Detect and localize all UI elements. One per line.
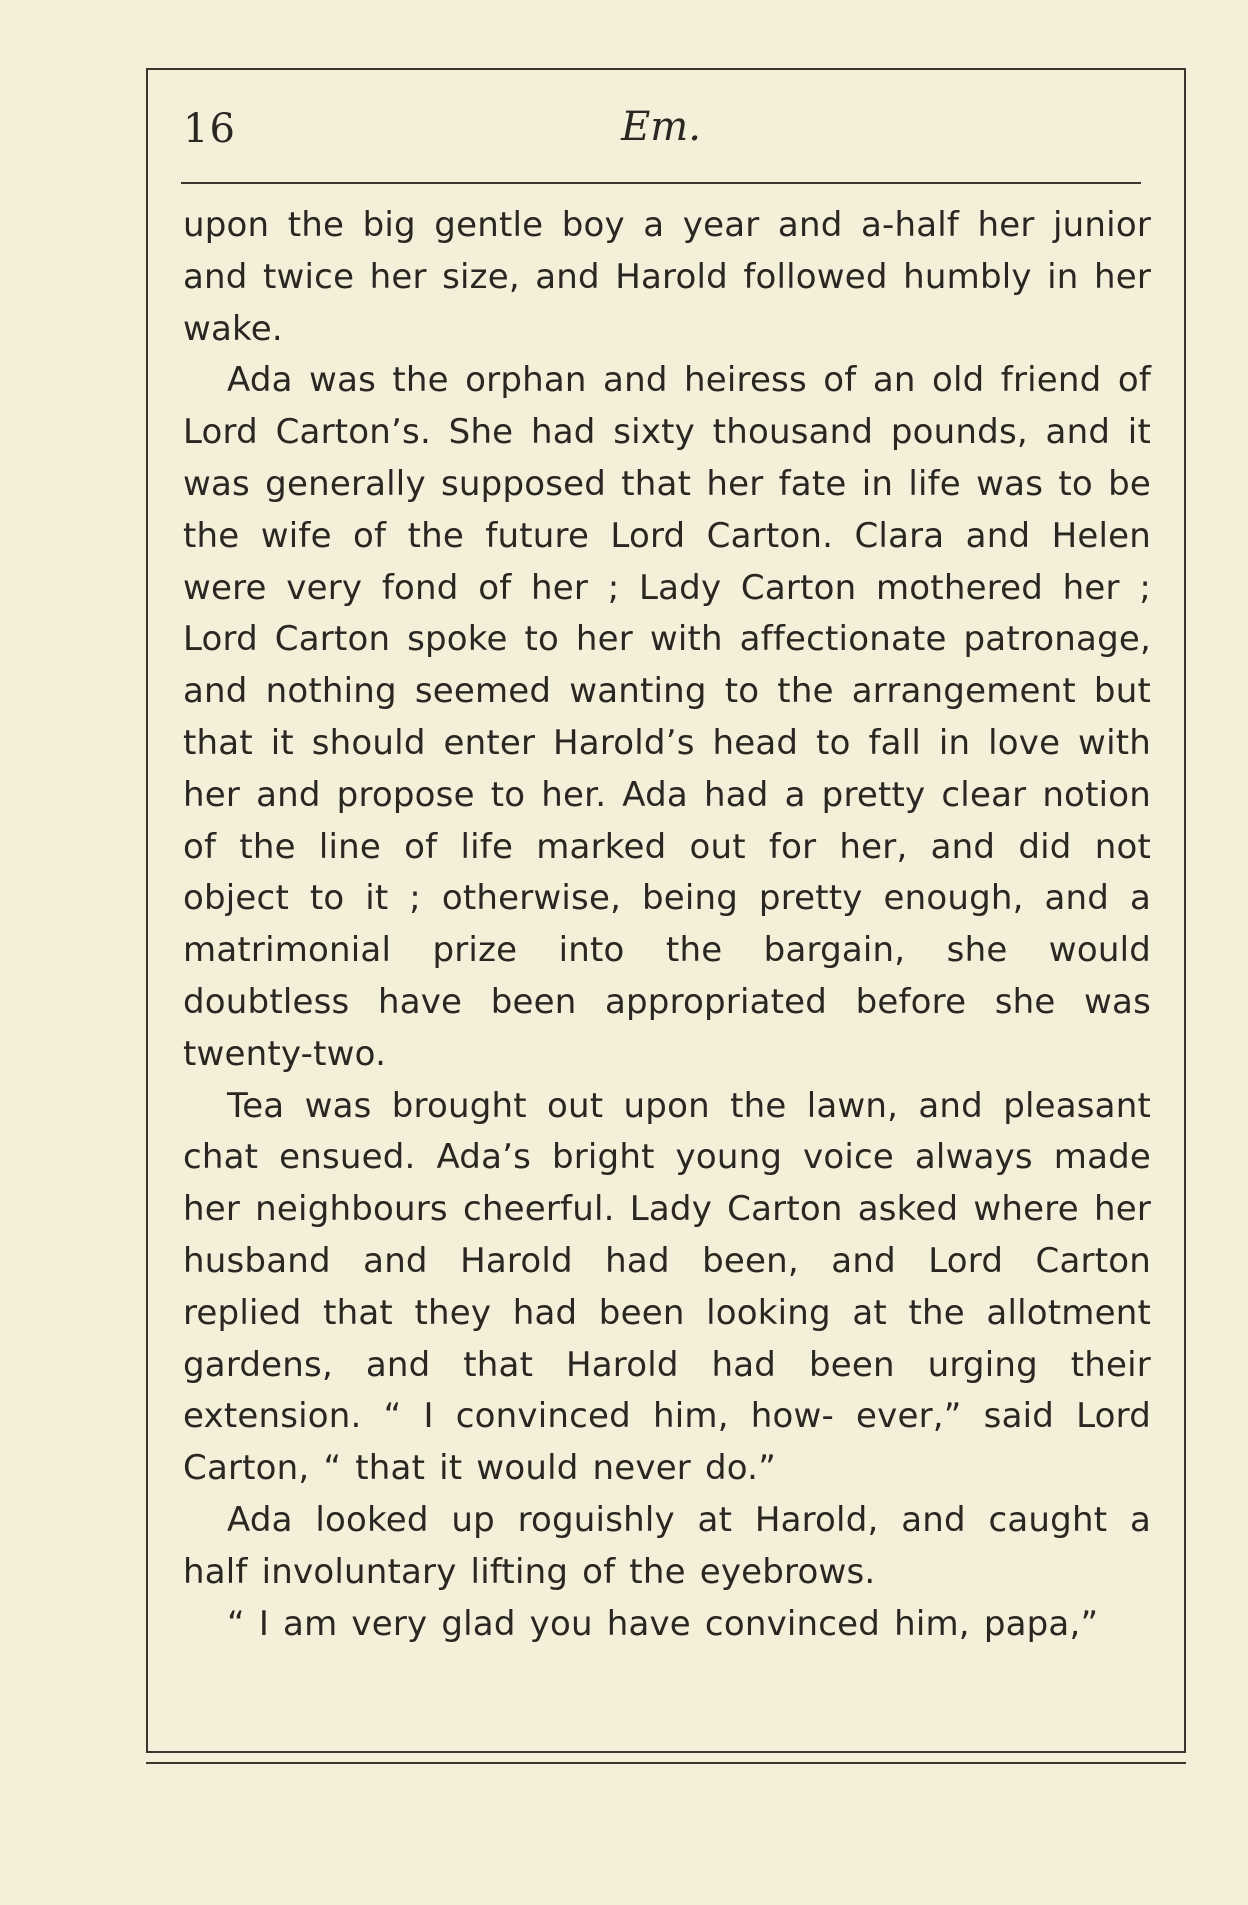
paragraph-1: upon the big gentle boy a year and a-half her junior and twice her size, and Harold followed humbly in her wake.	[183, 205, 1151, 349]
running-title: Em.	[621, 104, 701, 150]
paragraph-5: “ I am very glad you have convinced him, papa,”	[227, 1603, 1099, 1644]
header-rule	[181, 182, 1141, 184]
body-text	[183, 200, 1151, 1650]
paragraph-2: Ada was the orphan and heiress of an old friend of Lord Carton’s. She had sixty thousand pounds, and it was generally supposed that her fate in life was to be the wife of the future Lord Carton. Clara and Helen were very fond of her ; Lady Carton mothered her ; Lord Carton spoke to her with affectionate patronage, and nothing seemed wanting to the arrangement but that it should enter Harold’s head to fall in love with her and propose to her. Ada had a pretty clear notion of the line of life marked out for her, and did not object to it ; otherwise, being pretty enough, and a matrimonial prize into the bargain, she would doubtless have been appropriated before she was twenty-two.	[183, 360, 1151, 1074]
page-number: 16	[183, 106, 236, 152]
page-header	[181, 100, 1141, 150]
paragraph-4: Ada looked up roguishly at Harold, and caught a half involuntary lifting of the eyebrows.	[183, 1499, 1151, 1592]
bottom-rule	[146, 1762, 1186, 1764]
paragraph-3: Tea was brought out upon the lawn, and pleasant chat ensued. Ada’s bright young voice always made her neighbours cheerful. Lady Carton asked where her husband and Harold had been, and Lord Carton replied that they had been looking at the allotment gardens, and that Harold had been urging their extension. “ I convinced him, how- ever,” said Lord Carton, “ that it would never do.”	[183, 1085, 1151, 1489]
